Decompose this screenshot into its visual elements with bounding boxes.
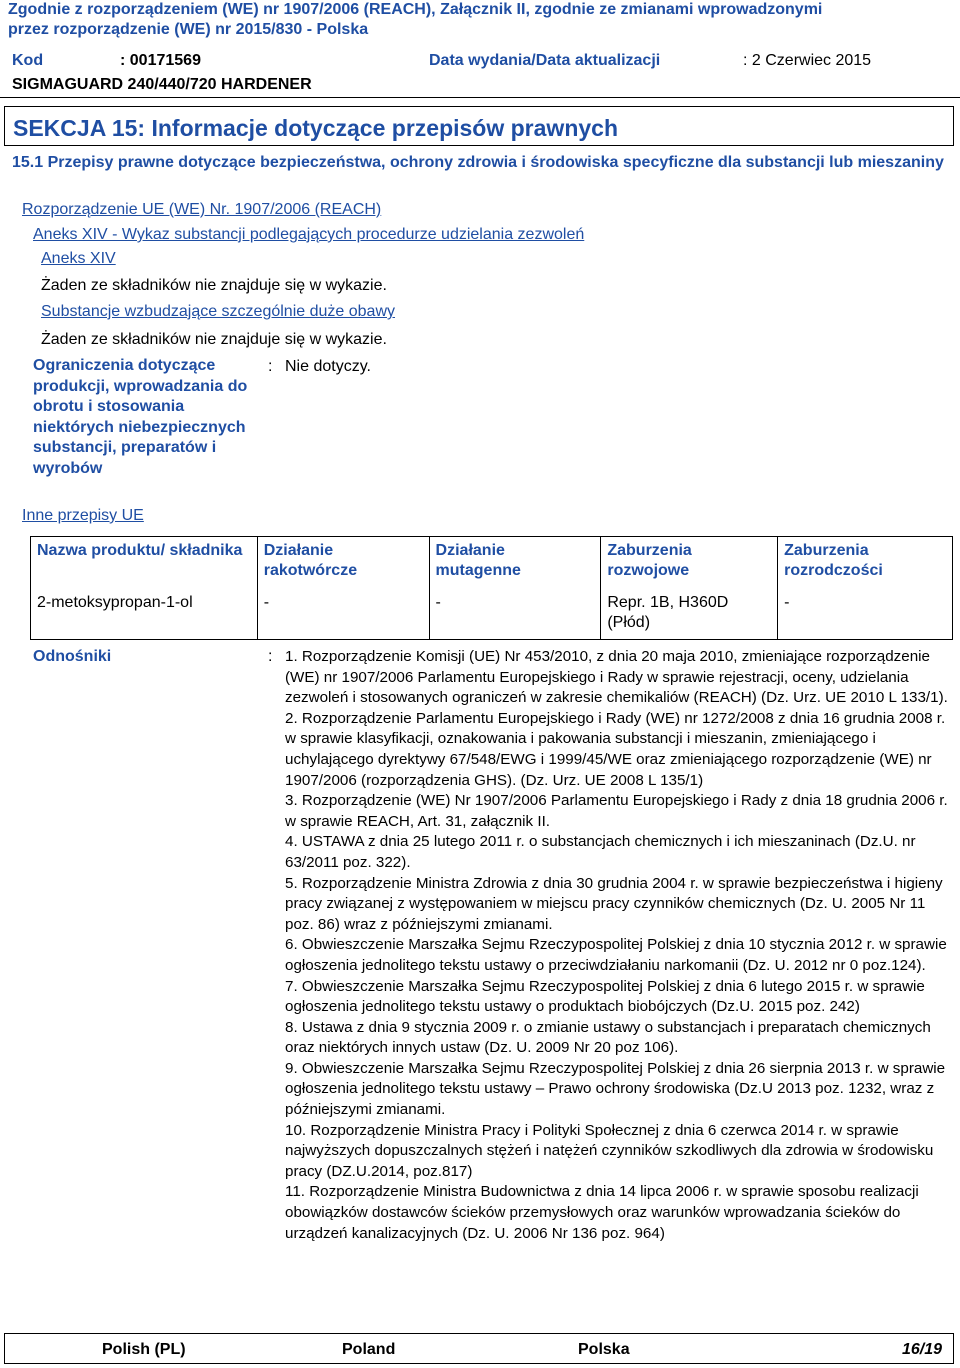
regulation-header-line-1: Zgodnie z rozporządzeniem (WE) nr 1907/2006 (REACH), Załącznik II, zgodnie ze zmianami wprowadzonymi — [8, 1, 823, 18]
reference-item: 8. Ustawa z dnia 9 stycznia 2009 r. o zmianie ustawy o substancjach i preparatach chemicznych oraz niektórych innych ustaw (Dz. U. 2009 Nr 20 poz 106). — [285, 1018, 931, 1057]
column-header-developmental: Zaburzenia rozwojowe — [601, 537, 778, 590]
other-eu-regulations-heading: Inne przepisy UE — [22, 507, 144, 524]
reference-item: 5. Rozporządzenie Ministra Zdrowia z dnia 30 grudnia 2004 r. w sprawie bezpieczeństwa i higieny pracy związanej z występowaniem w miejscu pracy czynników chemicznych (Dz. U. 2005 Nr 11 poz. 86) wraz z późniejszymi zmianami. — [285, 874, 943, 933]
footer-region: Polska — [578, 1341, 630, 1358]
code-label: Kod — [12, 52, 44, 69]
cell-mutagenic: - — [429, 589, 601, 640]
svhc-text: Żaden ze składników nie znajduje się w wykazie. — [41, 331, 387, 348]
product-name: SIGMAGUARD 240/440/720 HARDENER — [12, 76, 312, 93]
column-header-carcinogenic: Działanie rakotwórcze — [257, 537, 429, 590]
annex-xiv-heading: Aneks XIV - Wykaz substancji podlegających procedurze udzielania zezwoleń — [33, 226, 585, 243]
header-divider — [0, 97, 960, 98]
references-list — [285, 647, 950, 1244]
issue-date-value: : 2 Czerwiec 2015 — [743, 52, 872, 69]
column-header-mutagenic: Działanie mutagenne — [429, 537, 601, 590]
restrictions-value: Nie dotyczy. — [285, 358, 371, 375]
cell-carcinogenic: - — [257, 589, 429, 640]
restrictions-label: Ograniczenia dotyczące produkcji, wprowadzania do obrotu i stosowania niektórych niebezpiecznych substancji, preparatów i wyrobów — [33, 357, 248, 477]
reference-item: 2. Rozporządzenie Parlamentu Europejskiego i Rady (WE) nr 1272/2008 z dnia 16 grudnia 2008 r. w sprawie klasyfikacji, oznakowania i pakowania substancji i mieszanin, zmieniającego i uchylającego dyrektywy 67/548/EWG i 1999/45/WE oraz zmieniającego rozporządzenie (WE) nr 1907/2006 (rozporządzenia GHS). (Dz. Urz. UE 2008 L 135/1) — [285, 709, 946, 789]
svhc-heading: Substancje wzbudzające szczególnie duże obawy — [41, 303, 395, 320]
reference-item: 1. Rozporządzenie Komisji (UE) Nr 453/2010, z dnia 20 maja 2010, zmieniające rozporządzenie (WE) nr 1907/2006 Parlamentu Europejskiego i Rady w sprawie rejestracji, oceny, udzielania zezwoleń i stosowanych ograniczeń w zakresie chemikaliów (REACH) (Dz. Urz. UE 2010 L 133/1). — [285, 648, 948, 707]
reference-item: 6. Obwieszczenie Marszałka Sejmu Rzeczypospolitej Polskiej z dnia 10 stycznia 2012 r. w sprawie ogłoszenia jednolitego tekstu ustawy o przeciwdziałaniu narkomanii (Dz. U. 2012 nr 0 poz.124). — [285, 936, 947, 974]
section-title-box — [4, 106, 954, 146]
footer-language: Polish (PL) — [102, 1341, 186, 1358]
cell-reproductive: - — [778, 589, 953, 640]
column-header-reproductive: Zaburzenia rozrodczości — [778, 537, 953, 590]
footer-country: Poland — [342, 1341, 396, 1358]
references-label: Odnośniki — [33, 648, 112, 665]
cell-developmental: Repr. 1B, H360D (Płód) — [601, 589, 778, 640]
reference-item: 9. Obwieszczenie Marszałka Sejmu Rzeczypospolitej Polskiej z dnia 26 sierpnia 2013 r. w sprawie ogłoszenia jednolitego tekstu ustawy – Prawo ochrony środowiska (Dz.U 2013 poz. 1232, wraz z późniejszymi zmianami. — [285, 1059, 946, 1119]
regulation-header-line-2: przez rozporządzenie (WE) nr 2015/830 - Polska — [8, 21, 369, 38]
reference-item: 7. Obwieszczenie Marszałka Sejmu Rzeczypospolitej Polskiej z dnia 6 lutego 2015 r. w sprawie ogłoszenia jednolitego tekstu ustawy o produktach biobójczych (Dz.U. 2015 poz. 242) — [285, 977, 925, 1016]
issue-date-label: Data wydania/Data aktualizacji — [429, 52, 661, 69]
reference-item: 11. Rozporządzenie Ministra Budownictwa z dnia 14 lipca 2006 r. w sprawie sposobu realizacji obowiązków dostawców ścieków przemysłowych oraz warunków wprowadzania ścieków do urządzeń kanalizacyjnych (Dz. U. 2006 Nr 136 poz. 964) — [285, 1183, 919, 1242]
cmr-table — [30, 536, 953, 640]
cell-product: 2-metoksypropan-1-ol — [31, 589, 258, 640]
reference-item: 3. Rozporządzenie (WE) Nr 1907/2006 Parlamentu Europejskiego i Rady z dnia 18 grudnia 2006 r. w sprawie REACH, Art. 31, załącznik II. — [285, 792, 948, 830]
reference-item: 4. USTAWA z dnia 25 lutego 2011 r. o substancjach chemicznych i ich mieszaninach (Dz.U. nr 63/2011 poz. 322). — [285, 833, 916, 871]
table-row — [31, 589, 953, 640]
annex-xiv-text: Żaden ze składników nie znajduje się w wykazie. — [41, 277, 387, 294]
section-subtitle: 15.1 Przepisy prawne dotyczące bezpieczeństwa, ochrony zdrowia i środowiska specyficzne dla substancji lub mieszaniny — [12, 154, 944, 171]
reference-item: 10. Rozporządzenie Ministra Pracy i Polityki Społecznej z dnia 6 czerwca 2014 r. w sprawie najwyższych dopuszczalnych stężeń i natężeń czynników szkodliwych dla zdrowia w środowisku pracy (DZ.U.2014, poz.817) — [285, 1121, 934, 1180]
reach-regulation-heading: Rozporządzenie UE (WE) Nr. 1907/2006 (REACH) — [22, 201, 382, 218]
table-header-row — [31, 537, 953, 590]
column-header-product: Nazwa produktu/ składnika — [31, 537, 258, 590]
code-value: : 00171569 — [120, 52, 201, 69]
restrictions-colon: : — [268, 358, 273, 375]
page-footer — [4, 1333, 954, 1364]
footer-page-number: 16/19 — [902, 1341, 943, 1358]
annex-xiv-label: Aneks XIV — [41, 250, 116, 267]
section-title: SEKCJA 15: Informacje dotyczące przepisów prawnych — [13, 115, 618, 141]
references-colon: : — [268, 648, 273, 665]
